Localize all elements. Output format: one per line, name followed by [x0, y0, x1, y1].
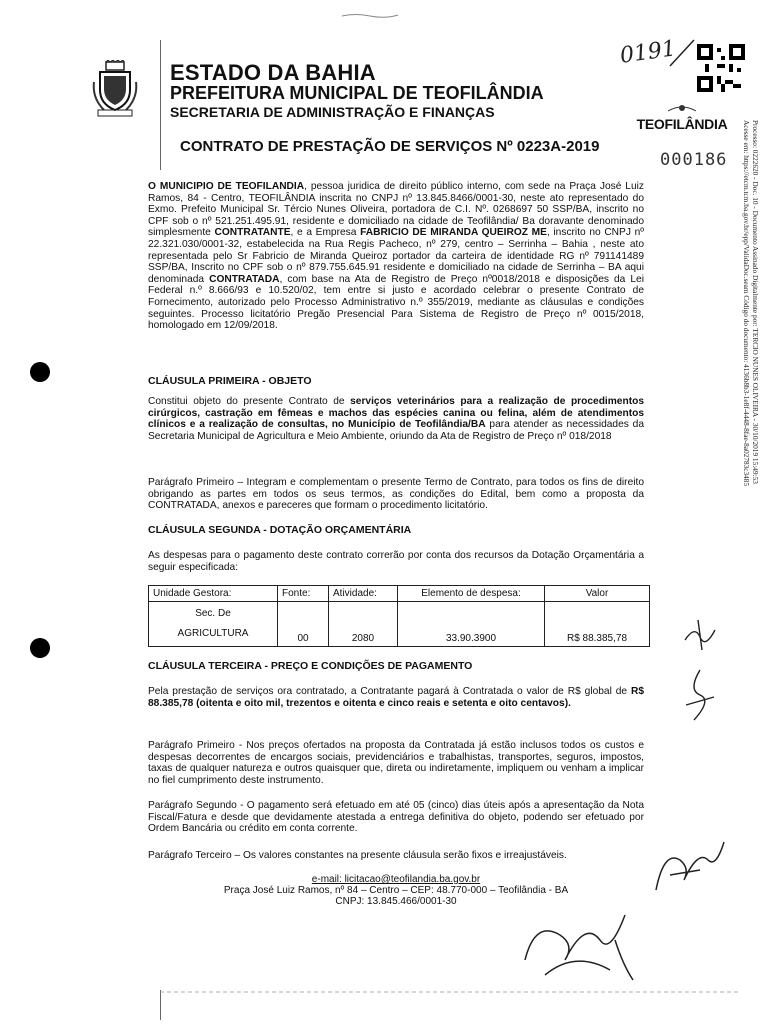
signature-bottom	[515, 880, 645, 990]
punch-hole-top	[30, 362, 50, 382]
intro-text-b: , e a Empresa	[290, 227, 361, 239]
bottom-divider	[160, 990, 740, 994]
unit-line1: Sec. De	[195, 608, 231, 619]
clause3-paragraph	[148, 686, 644, 709]
secretariat-title: SECRETARIA DE ADMINISTRAÇÃO E FINANÇAS	[170, 104, 495, 120]
signature-right	[650, 830, 730, 900]
cell-valor: R$ 88.385,78	[545, 602, 650, 647]
cell-unit	[149, 602, 278, 647]
header-fonte: Fonte:	[278, 586, 329, 602]
page-stamp-number: 000186	[660, 150, 728, 170]
header-atividade: Atividade:	[329, 586, 398, 602]
clause1-text-b: para atender as necessidades da Secretaria Municipal de Agricultura e Meio Ambiente, oriundo da Ata de Registro de Preço nº 018/2018	[148, 419, 645, 442]
intro-text-d: , com base na Ata de Registro de Preço nº0018/2018 e disposições da Lei Federal n.º 8.666/93 e 10.520/02, tem entre si justo e acordado celebrar o presente Contrato de Fornecimento, autorizado pelo Processo Administrativo n.º 355/2019, mediante as cláusulas e condições seguintes. Processo licitatório Pregão Presencial Para Sistema de Registro de Preço nº 0015/2018, homologado em 12/09/2018.	[148, 273, 644, 332]
intro-paragraph	[148, 181, 644, 332]
clause1-object: serviços veterinários para a realização de procedimentos cirúrgicos, castração em fêmeas e machos das espécies canina ou felina, além de atendimentos clínicos e a realização de consultas, no Município de Teofilândia/BA	[148, 396, 644, 431]
top-scribble	[340, 10, 400, 20]
logo-figure-icon	[662, 103, 702, 113]
municipality-name: O MUNICIPIO DE TEOFILANDIA	[148, 181, 305, 192]
header-elemento: Elemento de despesa:	[398, 586, 545, 602]
clause3-paragraph-second: Parágrafo Segundo - O pagamento será efetuado em até 05 (cinco) dias úteis após a apresentação da Nota Fiscal/Fatura e desde que devidamente atestada a entrega definitiva do objeto, podendo ser efetuado por Ordem Bancária ou crédito em conta corrente.	[148, 800, 644, 835]
footer-address: Praça José Luiz Ramos, nº 84 – Centro – CEP: 48.770-000 – Teofilândia - BA	[223, 885, 569, 896]
header-unit: Unidade Gestora:	[149, 586, 278, 602]
clause3-paragraph-third: Parágrafo Terceiro – Os valores constantes na presente cláusula serão fixos e irreajustáveis.	[148, 850, 567, 861]
intro-text-c: , inscrito no CNPJ nº 22.321.030/0001-32, estabelecida na Rua Regis Pacheco, nº 279, centro – Serrinha – Bahia , neste ato representada pelo Sr Fabricio de Miranda Queiroz portador da carteira de identidade RG nº 791141489 SSP/BA, Inscrito no CPF sob o nº 879.755.645.91 residente e domiciliado na cidade de Serrinha – BA aqui denominada	[148, 227, 644, 285]
initials-signature-1	[680, 615, 720, 655]
side-stamp-line1: Processo: 0222620 - Doc. 10 - Documento Assinado Digitalmente por: TERCIO NUNES OLIVEIRA - 30/10/2019 15:49:53	[751, 120, 760, 484]
company-name: FABRICIO DE MIRANDA QUEIROZ ME	[360, 227, 547, 239]
intro-text-a: , pessoa juridica de direito público interno, com sede na Praça José Luiz Ramos, 84 - Centro, TEOFILÂNDIA inscrita no CNPJ nº 13.845.8466/0001-30, neste ato representado do Exmo. Prefeito Municipal Sr. Tércio Nunes Oliveira, portadora de C.I. Nº. 0268697 50 SSP/BA, inscrito no CPF sob o nº 521.251.495.91, residente e domiciliado na cidade de Teofilândia/ Ba doravante denominado simplesmente	[148, 181, 644, 239]
contratada-label: CONTRATADA	[209, 273, 280, 285]
clause3-amount: R$ 88.385,78 (oitenta e oito mil, trezentos e oitenta e cinco reais e setenta e oito centavos).	[148, 686, 644, 709]
cell-elemento: 33.90.3900	[398, 602, 545, 647]
prefecture-title: PREFEITURA MUNICIPAL DE TEOFILÂNDIA	[170, 83, 544, 103]
handwritten-number: 0191	[618, 36, 678, 69]
unit-line2: AGRICULTURA	[177, 628, 249, 639]
margin-line-bottom	[160, 990, 161, 1020]
contract-title: CONTRATO DE PRESTAÇÃO DE SERVIÇOS Nº 0223A-2019	[180, 138, 600, 155]
clause2-paragraph: As despesas para o pagamento deste contrato correrão por conta dos recursos da Dotação Orçamentária a seguir especificada:	[148, 550, 644, 573]
initials-signature-2	[680, 665, 720, 725]
clause1-text-a: Constitui objeto do presente Contrato de	[148, 396, 351, 407]
clause2-heading: CLÁUSULA SEGUNDA - DOTAÇÃO ORÇAMENTÁRIA	[148, 524, 412, 536]
coat-of-arms-icon	[92, 60, 138, 118]
margin-line	[160, 40, 161, 170]
cell-fonte: 00	[278, 602, 329, 647]
clause3-paragraph-first: Parágrafo Primeiro - Nos preços ofertados na proposta da Contratada já estão inclusos todos os custos e despesas decorrentes de encargos sociais, previdenciários e trabalhistas, transportes, seguros, impostos, taxas de qualquer natureza e outros quaisquer que, direta ou indiretamente, impliquem ou venham a implicar no fiel cumprimento deste instrumento.	[148, 740, 644, 786]
clause1-paragraph-first: Parágrafo Primeiro – Integram e complementam o presente Termo de Contrato, para todos os fins de direito obrigando as partes em todos os seus termos, as condições do Edital, bem como a proposta da CONTRATADA, anexos e pareceres que formam o procedimento licitatório.	[148, 477, 644, 512]
state-title: ESTADO DA BAHIA	[170, 60, 376, 85]
logo-text: TEOFILÂNDIA	[636, 116, 728, 132]
clause3-text-a: Pela prestação de serviços ora contratado, a Contratante pagará à Contratada o valor de R$ global de	[148, 686, 631, 697]
clause1-heading: CLÁUSULA PRIMEIRA - OBJETO	[148, 375, 312, 387]
contratante-label: CONTRATANTE	[214, 227, 291, 239]
municipality-logo	[636, 100, 728, 132]
footer-email: e-mail: licitacao@teofilandia.ba.gov.br	[311, 874, 481, 885]
cell-atividade: 2080	[329, 602, 398, 647]
digital-signature-stamp	[742, 120, 760, 540]
clause3-heading: CLÁUSULA TERCEIRA - PREÇO E CONDIÇÕES DE PAGAMENTO	[148, 660, 473, 672]
budget-table-row	[149, 602, 650, 647]
clause1-paragraph	[148, 396, 644, 442]
budget-table	[148, 585, 650, 647]
punch-hole-bottom	[30, 638, 50, 658]
header-valor: Valor	[545, 586, 650, 602]
side-stamp-line2: Acesse em: https://etcm.tcm.ba.gov.br/epp/ValidaDoc.seam Código do documento: 4136b8b3-1e8f-4448-8fae-8a02783c3485	[742, 120, 751, 487]
handwritten-slash	[668, 38, 698, 68]
budget-table-header	[149, 586, 650, 602]
qr-code-icon	[697, 44, 745, 92]
footer-cnpj: CNPJ: 13.845.466/0001-30	[335, 896, 457, 907]
